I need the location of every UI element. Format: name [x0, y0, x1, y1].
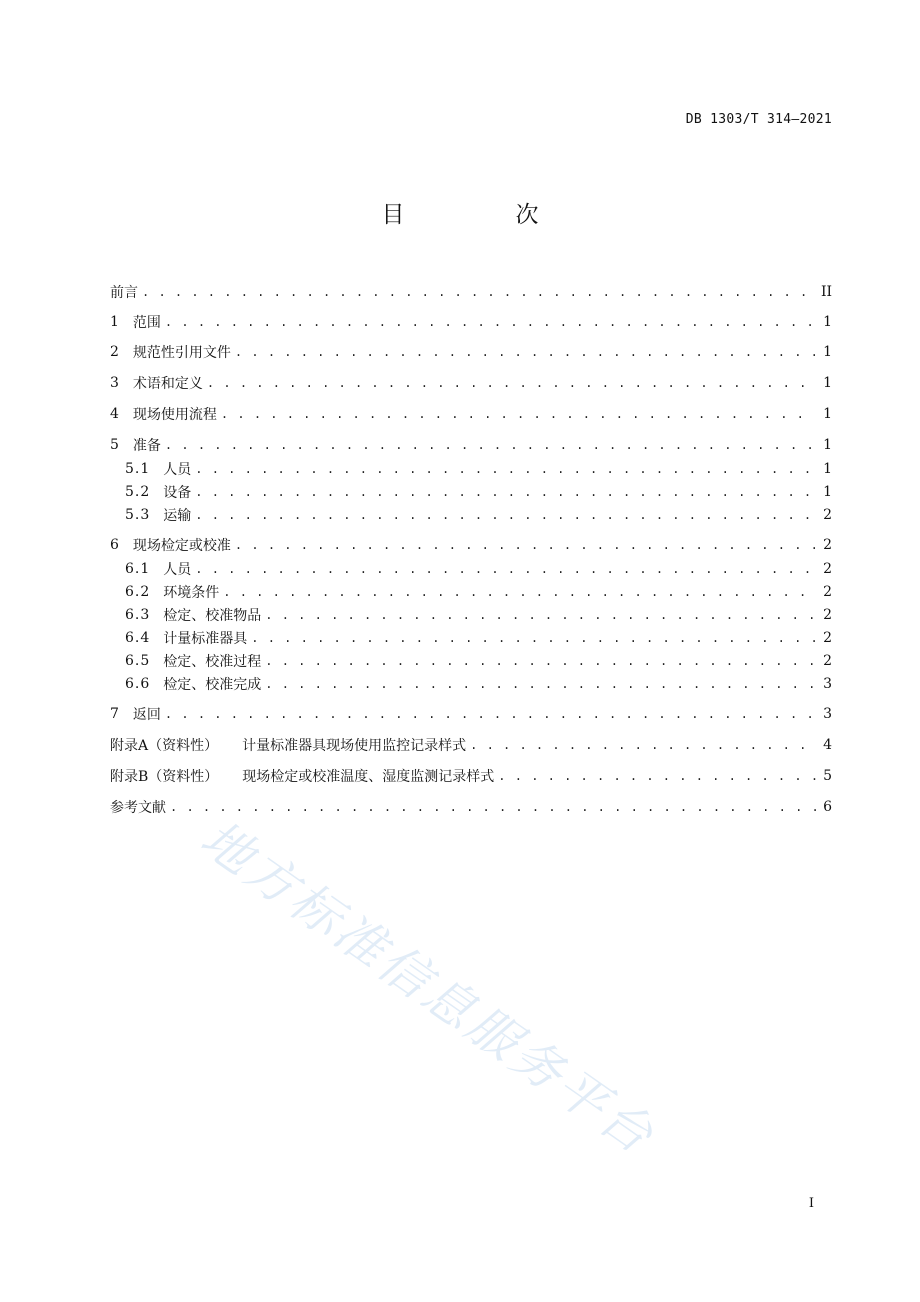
- dot-leader: [142, 285, 815, 299]
- toc-page: 2: [823, 653, 832, 669]
- toc-page: 1: [823, 461, 832, 477]
- toc-entry-references[interactable]: [110, 797, 832, 817]
- toc-label: 设备: [163, 485, 192, 501]
- toc-entry-5-1[interactable]: [125, 459, 832, 479]
- toc-label: 计量标准器具: [163, 631, 248, 647]
- toc-page: 3: [823, 706, 832, 722]
- toc-page: 4: [823, 737, 832, 753]
- toc-number: 附录B（资料性）: [110, 769, 219, 785]
- toc-entry-6-4[interactable]: [125, 628, 832, 648]
- dot-leader: [251, 631, 816, 645]
- toc-page: 1: [823, 437, 832, 453]
- toc-number: 5.3: [125, 507, 151, 523]
- toc-entry-5-2[interactable]: [125, 482, 832, 502]
- toc-label: 规范性引用文件: [132, 345, 231, 361]
- watermark: 地方标准信息服务平台: [190, 809, 667, 1167]
- dot-leader: [265, 677, 816, 691]
- toc-page: 2: [823, 561, 832, 577]
- toc-page: 2: [823, 507, 832, 523]
- dot-leader: [165, 315, 816, 329]
- toc-entry-6[interactable]: [110, 535, 832, 555]
- toc-page: 2: [823, 630, 832, 646]
- toc-number: 6.6: [125, 676, 151, 692]
- toc-page: 2: [823, 584, 832, 600]
- toc-entry-appendix-b[interactable]: [110, 766, 832, 786]
- toc-entry-6-5[interactable]: [125, 651, 832, 671]
- toc-entry-7[interactable]: [110, 704, 832, 724]
- toc-label: 术语和定义: [132, 376, 203, 392]
- toc-entry-1[interactable]: [110, 312, 832, 332]
- toc-number: 1: [110, 314, 120, 330]
- toc-number: 5.1: [125, 461, 151, 477]
- toc-label: 人员: [163, 562, 192, 578]
- dot-leader: [195, 562, 816, 576]
- toc-label: 准备: [132, 438, 161, 454]
- toc-entry-4[interactable]: [110, 404, 832, 424]
- page-title: 目 次: [381, 202, 583, 228]
- toc-entry-2[interactable]: [110, 342, 832, 362]
- toc-number: 附录A（资料性）: [110, 738, 219, 754]
- toc-page: II: [820, 284, 832, 300]
- toc-page: 1: [823, 406, 832, 422]
- dot-leader: [221, 407, 816, 421]
- toc-page: 3: [823, 676, 832, 692]
- dot-leader: [165, 438, 816, 452]
- standard-code: DB 1303/T 314—2021: [685, 112, 832, 127]
- dot-leader: [195, 508, 816, 522]
- dot-leader: [235, 538, 816, 552]
- toc-number: 3: [110, 375, 120, 391]
- toc-page: 1: [823, 484, 832, 500]
- toc-page: 2: [823, 607, 832, 623]
- toc-number: 6.4: [125, 630, 151, 646]
- dot-leader: [265, 654, 816, 668]
- toc-number: 6.2: [125, 584, 151, 600]
- toc-entry-3[interactable]: [110, 373, 832, 393]
- dot-leader: [165, 707, 816, 721]
- toc-entry-6-2[interactable]: [125, 582, 832, 602]
- dot-leader: [195, 462, 816, 476]
- dot-leader: [170, 800, 816, 814]
- toc-label: 检定、校准物品: [163, 608, 262, 624]
- dot-leader: [265, 608, 816, 622]
- toc-entry-appendix-a[interactable]: [110, 735, 832, 755]
- dot-leader: [498, 769, 816, 783]
- toc-number: 6.5: [125, 653, 151, 669]
- toc-label: 参考文献: [110, 800, 166, 816]
- toc-label: 检定、校准过程: [163, 654, 262, 670]
- toc-entry-foreword[interactable]: [110, 282, 832, 302]
- toc-page: 1: [823, 375, 832, 391]
- toc-entry-5-3[interactable]: [125, 505, 832, 525]
- toc-label: 现场检定或校准: [132, 538, 231, 554]
- toc-entry-5[interactable]: [110, 435, 832, 455]
- toc-number: 7: [110, 706, 120, 722]
- dot-leader: [235, 345, 816, 359]
- toc-number: 4: [110, 406, 120, 422]
- toc-label: 检定、校准完成: [163, 677, 262, 693]
- toc-number: 5: [110, 437, 120, 453]
- toc-page: 1: [823, 314, 832, 330]
- toc-label: 计量标准器具现场使用监控记录样式: [242, 738, 467, 754]
- toc-label: 范围: [132, 315, 161, 331]
- dot-leader: [195, 485, 816, 499]
- toc-number: 6.1: [125, 561, 151, 577]
- page-number: I: [808, 1196, 814, 1211]
- toc-number: 6: [110, 537, 120, 553]
- dot-leader: [207, 376, 816, 390]
- toc-number: 2: [110, 344, 120, 360]
- toc-entry-6-6[interactable]: [125, 674, 832, 694]
- toc-label: 现场使用流程: [132, 407, 217, 423]
- toc-number: 5.2: [125, 484, 151, 500]
- toc-page: 6: [823, 799, 832, 815]
- toc-entry-6-3[interactable]: [125, 605, 832, 625]
- toc-label: 返回: [132, 707, 161, 723]
- toc-label: 现场检定或校准温度、湿度监测记录样式: [242, 769, 495, 785]
- toc-entry-6-1[interactable]: [125, 559, 832, 579]
- dot-leader: [223, 585, 816, 599]
- toc-label: 前言: [110, 285, 138, 301]
- toc-label: 人员: [163, 462, 192, 478]
- toc-page: 2: [823, 537, 832, 553]
- toc-label: 环境条件: [163, 585, 220, 601]
- toc-page: 5: [823, 768, 832, 784]
- toc-page: 1: [823, 344, 832, 360]
- toc-label: 运输: [163, 508, 192, 524]
- toc-number: 6.3: [125, 607, 151, 623]
- dot-leader: [470, 738, 816, 752]
